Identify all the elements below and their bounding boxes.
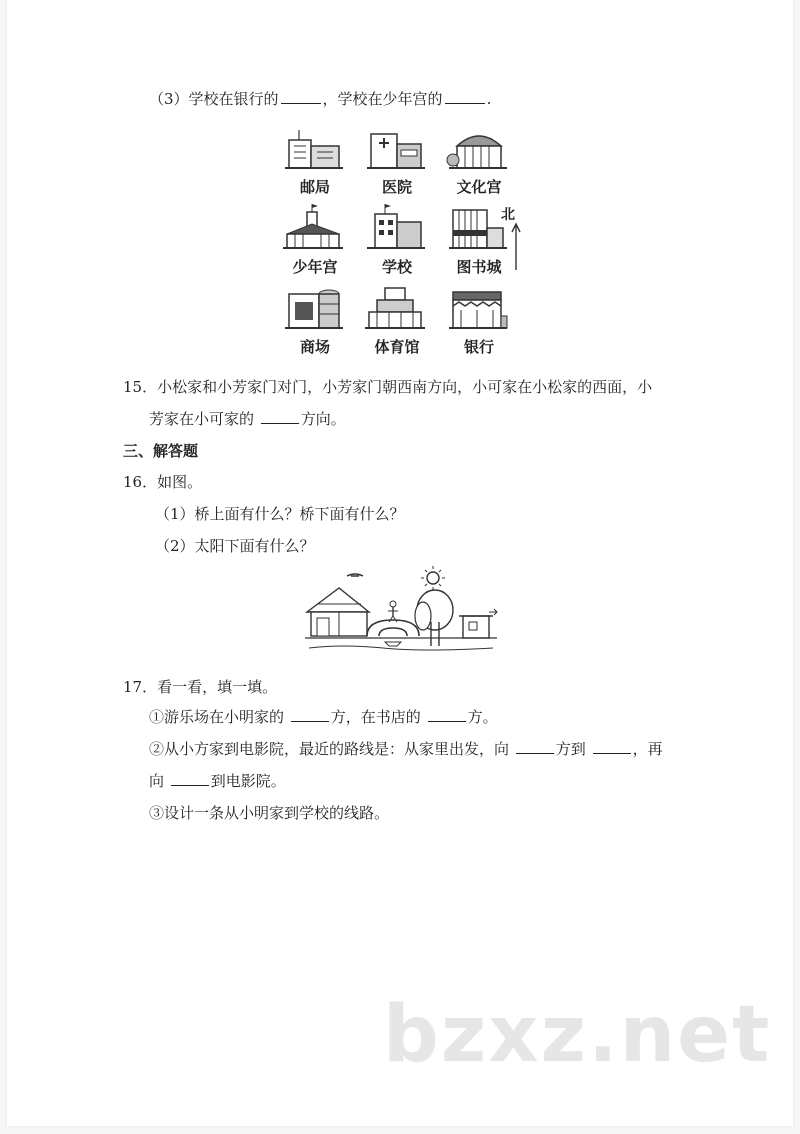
q16-sub1: （1）桥上面有什么？桥下面有什么？: [155, 505, 405, 523]
document-page: [7, 0, 793, 1126]
watermark: bzxz.net: [383, 990, 772, 1080]
q17-sub3: ③设计一条从小明家到学校的线路。: [149, 804, 390, 822]
mall-icon: [281, 284, 349, 332]
building-label: 商场: [299, 338, 330, 356]
stadium-icon: [363, 284, 431, 332]
q17-s2-text-e: 到电影院。: [210, 772, 286, 790]
building-label: 体育馆: [374, 338, 420, 356]
answer-blank[interactable]: [445, 88, 485, 104]
building-label: 医院: [381, 178, 412, 196]
person-icon: [388, 601, 398, 622]
answer-blank[interactable]: [428, 706, 466, 722]
answer-blank[interactable]: [593, 738, 631, 754]
q15-line1: 15．小松家和小芳家门对门，小芳家门朝西南方向，小可家在小松家的西面，小: [123, 378, 653, 396]
section-title: 三、解答题: [123, 442, 199, 460]
small-house-icon: [459, 609, 497, 638]
q14-sub3: [149, 88, 491, 110]
school-icon: [363, 204, 431, 252]
q17-s2-text-b: 方到: [555, 740, 586, 758]
north-arrow: [501, 204, 525, 274]
answer-blank[interactable]: [171, 770, 209, 786]
building-label: 图书城: [456, 258, 502, 276]
bridge-scene-figure: [303, 566, 499, 662]
building-school: [359, 204, 435, 280]
q17-sub1: [149, 706, 498, 728]
q16-sub2: （2）太阳下面有什么？: [155, 537, 315, 555]
q14-sub3-text-a: （3）学校在银行的: [149, 90, 279, 108]
answer-blank[interactable]: [516, 738, 554, 754]
building-label: 学校: [381, 258, 412, 276]
cultural-palace-icon: [445, 124, 513, 172]
answer-blank[interactable]: [281, 88, 321, 104]
q17-sub2-cont: [149, 770, 286, 792]
building-stadium: [359, 284, 435, 360]
answer-blank[interactable]: [291, 706, 329, 722]
q17-s2-text-d: 向: [149, 772, 165, 790]
bank-icon: [445, 284, 513, 332]
north-label: 北: [501, 207, 515, 223]
building-label: 少年宫: [292, 258, 338, 276]
q17-sub2: [149, 738, 663, 760]
building-youth-palace: [277, 204, 353, 280]
q17-title: 17．看一看，填一填。: [123, 678, 278, 696]
q15-line2: [149, 408, 346, 430]
boat-icon: [385, 642, 401, 646]
building-map-figure: [277, 124, 527, 360]
answer-blank[interactable]: [261, 408, 299, 424]
river-icon: [309, 646, 493, 650]
house-icon: [307, 588, 369, 636]
building-hospital: [359, 124, 435, 200]
q15-text-a: 芳家在小可家的: [149, 410, 255, 428]
arrow-up-icon: [501, 204, 525, 274]
q17-s1-text-c: 方。: [467, 708, 498, 726]
building-bank: [441, 284, 517, 360]
post-office-icon: [281, 124, 349, 172]
q17-s2-text-a: ②从小方家到电影院，最近的路线是：从家里出发，向: [149, 740, 510, 758]
youth-palace-icon: [281, 204, 349, 252]
q17-s1-text-a: ①游乐场在小明家的: [149, 708, 285, 726]
building-label: 银行: [463, 338, 494, 356]
sun-icon: [421, 566, 445, 590]
building-post-office: [277, 124, 353, 200]
building-cultural-palace: [441, 124, 517, 200]
building-label: 邮局: [299, 178, 330, 196]
hospital-icon: [363, 124, 431, 172]
q14-sub3-text-c: .: [486, 90, 492, 108]
q17-s1-text-b: 方，在书店的: [330, 708, 421, 726]
bird-icon: [347, 574, 363, 576]
q15-text-b: 方向。: [300, 410, 346, 428]
bridge-icon: [367, 620, 419, 636]
q14-sub3-text-b: ，学校在少年宫的: [322, 90, 443, 108]
building-mall: [277, 284, 353, 360]
q16-title: 16．如图。: [123, 473, 203, 491]
building-label: 文化宫: [456, 178, 502, 196]
q17-s2-text-c: ，再: [632, 740, 663, 758]
